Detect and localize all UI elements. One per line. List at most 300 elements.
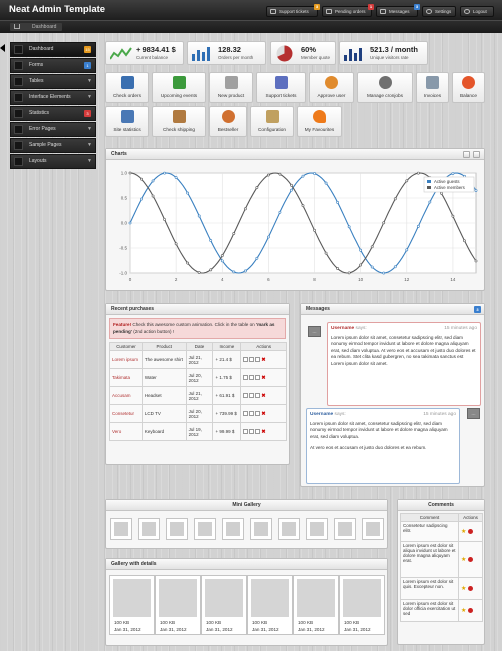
forms-icon <box>14 61 23 70</box>
data-point <box>290 189 292 191</box>
shortcut-support-tickets[interactable]: Support tickets <box>256 72 306 103</box>
star-icon[interactable]: ★ <box>461 529 467 535</box>
data-point <box>337 201 339 203</box>
data-point <box>475 189 477 191</box>
customer-link[interactable]: Takimata <box>110 369 143 387</box>
gallery-item[interactable] <box>339 575 385 635</box>
file-size: 100 KB <box>298 620 314 625</box>
shortcut-approve-user[interactable]: Approve user <box>309 72 354 103</box>
stat-current-balance[interactable] <box>105 41 184 65</box>
data-point <box>394 198 396 200</box>
file-date: Jan 31, 2012 <box>298 627 325 632</box>
table-row <box>110 369 287 387</box>
settings-icon[interactable] <box>463 151 470 158</box>
customer-link[interactable]: Lorem ipsum <box>110 351 143 369</box>
edit-icon[interactable] <box>255 357 260 362</box>
data-point <box>313 229 315 231</box>
message-bubble <box>306 408 460 484</box>
date-cell: Jul 20, 2012 <box>186 369 213 387</box>
forms-badge: 1 <box>84 62 91 69</box>
data-point <box>406 249 408 251</box>
purchases-table <box>109 342 287 441</box>
product-cell: LCD TV <box>142 405 186 423</box>
data-point <box>152 195 154 197</box>
shortcut-bestseller[interactable]: Bestseller <box>209 106 247 137</box>
statistics-badge: 3 <box>84 110 91 117</box>
gallery-thumb[interactable] <box>278 518 300 540</box>
sidebar-item-forms[interactable]: Forms 1 <box>10 58 96 73</box>
line-chart <box>106 161 484 291</box>
chevron-down-icon: ▼ <box>87 142 92 148</box>
view-icon[interactable] <box>243 429 248 434</box>
table-header-row <box>401 514 483 522</box>
data-point <box>140 178 142 180</box>
dashboard-icon <box>14 45 23 54</box>
user-icon <box>325 76 338 89</box>
table-row <box>401 522 483 542</box>
shortcut-check-orders[interactable]: Check orders <box>105 72 149 103</box>
column-header[interactable]: Product <box>142 343 186 351</box>
product-cell: Water <box>142 369 186 387</box>
support-tickets-button[interactable]: Support tickets 3 <box>266 6 318 17</box>
gallery-item[interactable] <box>293 575 339 635</box>
sidebar-item-statistics[interactable]: Statistics 3 <box>10 106 96 121</box>
data-point <box>267 174 269 176</box>
column-header[interactable]: Customer <box>110 343 143 351</box>
stat-label: Member quote <box>301 55 331 60</box>
edit-icon[interactable] <box>255 375 260 380</box>
ribbon-icon <box>222 110 235 123</box>
gallery-item[interactable] <box>155 575 201 635</box>
edit-icon[interactable] <box>255 429 260 434</box>
shortcut-balance[interactable]: Balance <box>452 72 485 103</box>
customer-link[interactable]: Accusam <box>110 387 143 405</box>
messages-badge: 3 <box>415 4 419 9</box>
income-cell: + 1.75 $ <box>213 369 241 387</box>
data-point <box>221 260 223 262</box>
bar-chart-icon <box>344 46 366 61</box>
mark-pending-icon[interactable] <box>249 411 254 416</box>
pie-chart-icon <box>276 45 293 62</box>
shortcut-new-product[interactable]: New product <box>209 72 253 103</box>
gallery-thumb[interactable] <box>306 518 328 540</box>
shortcut-invoices[interactable]: Invoices <box>416 72 449 103</box>
calendar-icon <box>173 76 186 89</box>
shortcut-manage-cronjobs[interactable]: Manage cronjobs <box>357 72 413 103</box>
date-cell: Jul 21, 2012 <box>186 387 213 405</box>
data-point <box>302 175 304 177</box>
message-username[interactable]: Username <box>310 412 334 417</box>
table-row <box>401 600 483 622</box>
file-date: Jan 31, 2012 <box>344 627 371 632</box>
actions-cell <box>241 351 287 369</box>
x-tick-label: 0 <box>128 277 132 282</box>
feature-text: Check this awesome custom animation. Click in the table on <box>132 322 255 327</box>
x-tick-label: 4 <box>221 277 224 282</box>
data-point <box>175 243 177 245</box>
message-meta: Username says: 15 minutes ago <box>310 412 456 417</box>
logout-button[interactable]: Logout <box>460 6 494 17</box>
x-tick-label: 2 <box>174 277 178 282</box>
gear-icon <box>426 9 432 14</box>
message-text: At vero eos et accusam et justo duo dolores et ea rebum. <box>310 445 427 451</box>
delete-icon[interactable]: ✖ <box>261 428 266 435</box>
customer-link[interactable]: Vero <box>110 423 143 441</box>
data-point <box>371 266 373 268</box>
stat-value: 60% <box>301 45 317 54</box>
power-icon <box>464 9 470 14</box>
date-cell: Jul 21, 2012 <box>186 351 213 369</box>
message-bubble <box>327 322 481 406</box>
data-point <box>164 218 166 220</box>
data-point <box>348 226 350 228</box>
data-point <box>129 222 131 224</box>
chevron-down-icon: ▼ <box>87 94 92 100</box>
data-point <box>175 176 177 178</box>
gallery-image <box>113 579 151 617</box>
gallery-image <box>159 579 197 617</box>
mini-gallery-panel <box>105 499 388 549</box>
message-text: Lorem ipsum dolor sit amet, consetetur sadipscing elitr, sed diam nonumy eirmod tempor invidunt ut labore et dolore magna aliquyam erat, sed diam voluptua. <box>310 420 448 439</box>
data-point <box>233 271 235 273</box>
delete-icon[interactable] <box>468 608 473 613</box>
messages-panel <box>300 303 485 487</box>
data-point <box>394 266 396 268</box>
column-header: Comment <box>401 514 459 522</box>
stat-label: Current balance <box>136 55 169 60</box>
support-tickets-badge: 3 <box>315 4 319 9</box>
data-point <box>221 255 223 257</box>
data-point <box>210 269 212 271</box>
y-tick-label: 1.0 <box>120 170 127 176</box>
message-time: 15 minutes ago <box>444 326 477 331</box>
x-tick-label: 8 <box>313 277 316 282</box>
table-row <box>110 423 287 441</box>
gallery-thumb[interactable] <box>110 518 132 540</box>
chart-icon <box>121 110 134 123</box>
stat-value: 128.32 <box>218 45 241 54</box>
shortcut-site-statistics[interactable]: Site statistics <box>105 106 149 137</box>
data-point <box>440 192 442 194</box>
view-icon[interactable] <box>243 375 248 380</box>
data-point <box>129 172 131 174</box>
clock-icon <box>379 76 392 89</box>
wrench-icon <box>266 110 279 123</box>
recent-purchases-header: Recent purchases <box>106 304 289 315</box>
gallery-thumb[interactable] <box>334 518 356 540</box>
table-row <box>401 542 483 578</box>
sidebar <box>10 42 96 170</box>
data-point <box>279 211 281 213</box>
pending-orders-button[interactable]: Pending orders 1 <box>322 6 372 17</box>
data-point <box>406 180 408 182</box>
view-icon[interactable] <box>243 393 248 398</box>
data-point <box>256 186 258 188</box>
delete-icon[interactable] <box>468 586 473 591</box>
breadcrumb[interactable]: Dashboard <box>10 23 62 31</box>
pages-icon <box>14 141 23 150</box>
file-date: Jan 31, 2012 <box>114 627 141 632</box>
data-point <box>337 267 339 269</box>
shortcut-my-favourites[interactable]: My Favourites <box>297 106 342 137</box>
gallery-thumb[interactable] <box>194 518 216 540</box>
support-icon <box>275 76 288 89</box>
actions-cell <box>241 423 287 441</box>
message-meta: Username says: 15 minutes ago <box>331 326 477 331</box>
income-cell: + 21.4 $ <box>213 351 241 369</box>
pending-orders-badge: 1 <box>369 4 373 9</box>
data-point <box>452 172 454 174</box>
column-header[interactable]: Income <box>213 343 241 351</box>
recent-purchases-panel <box>105 303 290 465</box>
gallery-details-header: Gallery with details <box>106 559 387 570</box>
x-tick-label: 10 <box>358 277 364 282</box>
gallery-thumb[interactable] <box>222 518 244 540</box>
gallery-image <box>343 579 381 617</box>
gallery-thumb[interactable] <box>250 518 272 540</box>
chevron-down-icon: ▼ <box>87 78 92 84</box>
feature-bold: 'mark as pending' <box>113 322 275 334</box>
file-size: 100 KB <box>114 620 130 625</box>
gallery-thumb[interactable] <box>362 518 384 540</box>
tables-icon <box>14 77 23 86</box>
messages-header: Messages 3 <box>301 304 484 315</box>
statistics-icon <box>14 109 23 118</box>
legend-swatch <box>427 186 431 189</box>
file-size: 100 KB <box>344 620 360 625</box>
stat-orders-per-month[interactable] <box>187 41 266 65</box>
data-point <box>371 246 373 248</box>
edit-icon[interactable] <box>255 411 260 416</box>
y-tick-label: -1.0 <box>119 270 127 276</box>
income-cell: + 739.99 $ <box>213 405 241 423</box>
shortcut-configuration[interactable]: Configuration <box>250 106 294 137</box>
gallery-item[interactable] <box>247 575 293 635</box>
table-row <box>401 578 483 600</box>
y-tick-label: 0.0 <box>120 220 127 226</box>
data-point <box>360 264 362 266</box>
sidebar-item-sample-pages[interactable]: Sample Pages ▼ <box>10 138 96 153</box>
shortcut-check-shipping[interactable]: Check shipping <box>152 106 206 137</box>
invoice-icon <box>426 76 439 89</box>
heart-icon <box>313 110 326 123</box>
y-tick-label: 0.5 <box>120 195 127 201</box>
layouts-icon <box>14 157 23 166</box>
gallery-item[interactable] <box>109 575 155 635</box>
cart-icon <box>326 9 332 14</box>
sparkline-icon <box>110 47 132 61</box>
gallery-thumb[interactable] <box>166 518 188 540</box>
data-point <box>452 215 454 217</box>
mark-pending-icon[interactable] <box>249 393 254 398</box>
stat-label: Orders per month <box>218 55 254 60</box>
shipping-icon <box>173 110 186 123</box>
table-row <box>110 405 287 423</box>
legend-label: Active guests <box>434 179 460 184</box>
gallery-image <box>297 579 335 617</box>
data-point <box>463 240 465 242</box>
avatar[interactable]: --- <box>308 326 321 337</box>
data-point <box>267 236 269 238</box>
data-point <box>313 172 315 174</box>
data-point <box>417 172 419 174</box>
delete-icon[interactable]: ✖ <box>261 374 266 381</box>
data-point <box>325 182 327 184</box>
file-size: 100 KB <box>160 620 176 625</box>
comments-header: Comments <box>398 500 484 511</box>
date-cell: Jul 20, 2012 <box>186 405 213 423</box>
comment-text: Consetetur sadipscing elitr. <box>401 522 459 542</box>
file-size: 100 KB <box>206 620 222 625</box>
stat-unique-visitors[interactable] <box>339 41 428 65</box>
comment-text: Lorem ipsum est dolor sit dolor officia exercitation ut sed <box>401 600 459 622</box>
avatar[interactable]: --- <box>467 408 480 419</box>
message-text: Lorem ipsum dolor sit amet, consetetur sadipscing elitr, sed diam nonumy eirmod tempor invidunt ut labore et dolore magna aliquyam erat, sed diam voluptua. At vero eos et accusam et justo duo dolores et ea rebum. Stet clita kasd gubergren, no sea takimata sanctus est Lorem ipsum dolor sit amet. <box>331 334 476 366</box>
feature-tail: (2nd action button) ! <box>133 328 175 334</box>
legend-label: Active members <box>434 185 465 190</box>
stat-member-quote[interactable] <box>270 41 336 65</box>
view-icon[interactable] <box>243 411 248 416</box>
top-bar <box>0 0 502 20</box>
delete-icon[interactable]: ✖ <box>261 356 266 363</box>
bar-chart-icon <box>192 46 214 61</box>
sidebar-item-error-pages[interactable]: Error Pages ▼ <box>10 122 96 137</box>
product-cell: Headset <box>142 387 186 405</box>
data-point <box>360 249 362 251</box>
edit-icon[interactable] <box>255 393 260 398</box>
data-point <box>302 205 304 207</box>
app-title: Neat Admin Template <box>9 4 106 15</box>
data-point <box>383 272 385 274</box>
data-point <box>210 239 212 241</box>
comment-text: Lorem ipsum est dolor sit aliqua invidunt ut labore et dolore magna aliquyam erat. <box>401 542 459 578</box>
delete-icon[interactable] <box>468 557 473 562</box>
dashboard-badge: 15 <box>85 47 90 52</box>
column-header: Actions <box>241 343 287 351</box>
piggy-bank-icon <box>462 76 475 89</box>
date-cell: Jul 19, 2012 <box>186 423 213 441</box>
star-icon[interactable]: ★ <box>461 608 467 614</box>
data-point <box>187 262 189 264</box>
sidebar-item-tables[interactable]: Tables ▼ <box>10 74 96 89</box>
stat-value: 521.3 / month <box>370 45 418 54</box>
stat-value: + 9834.41 $ <box>136 45 176 54</box>
message-username[interactable]: Username <box>331 326 355 331</box>
actions-cell <box>241 405 287 423</box>
file-size: 100 KB <box>252 620 268 625</box>
data-point <box>417 225 419 227</box>
data-point <box>256 257 258 259</box>
income-cell: + 99.99 $ <box>213 423 241 441</box>
gallery-image <box>251 579 289 617</box>
data-point <box>279 173 281 175</box>
view-icon[interactable] <box>243 357 248 362</box>
actions-cell <box>241 369 287 387</box>
product-icon <box>225 76 238 89</box>
data-point <box>152 180 154 182</box>
legend-swatch <box>427 180 431 183</box>
feature-notice <box>109 318 286 339</box>
data-point <box>233 232 235 234</box>
data-point <box>348 272 350 274</box>
sidebar-item-layouts[interactable]: Layouts ▼ <box>10 154 96 169</box>
feature-lead: Feature! <box>113 322 132 327</box>
shortcut-upcoming-events[interactable]: Upcoming events <box>152 72 206 103</box>
settings-button[interactable]: Settings <box>422 6 456 17</box>
data-point <box>244 270 246 272</box>
charts-header: Charts <box>106 149 484 160</box>
messages-button[interactable]: Messages 3 <box>376 6 418 17</box>
actions-cell <box>241 387 287 405</box>
table-row <box>110 351 287 369</box>
data-point <box>325 252 327 254</box>
delete-icon[interactable]: ✖ <box>261 392 266 399</box>
home-icon <box>14 24 20 29</box>
column-header: Actions <box>459 514 483 522</box>
gallery-thumb[interactable] <box>138 518 160 540</box>
data-point <box>290 184 292 186</box>
chevron-down-icon: ▼ <box>87 126 92 132</box>
mark-pending-icon[interactable] <box>249 429 254 434</box>
file-date: Jan 31, 2012 <box>160 627 187 632</box>
file-date: Jan 31, 2012 <box>252 627 279 632</box>
mark-pending-icon[interactable] <box>249 357 254 362</box>
data-point <box>198 215 200 217</box>
data-point <box>140 198 142 200</box>
comments-table <box>400 513 483 622</box>
stat-label: Unique visitors rate <box>370 55 409 60</box>
table-row <box>110 387 287 405</box>
y-tick-label: -0.5 <box>119 245 127 251</box>
sidebar-pointer-icon <box>0 44 5 52</box>
income-cell: + 61.91 $ <box>213 387 241 405</box>
table-header-row <box>110 343 287 351</box>
star-icon[interactable]: ★ <box>461 586 467 592</box>
gallery-item[interactable] <box>201 575 247 635</box>
mini-gallery-header: Mini Gallery <box>106 500 387 511</box>
charts-panel <box>105 148 485 291</box>
sidebar-item-interface-elements[interactable]: Interface Elements ▼ <box>10 90 96 105</box>
ticket-icon <box>270 9 276 14</box>
save-icon[interactable] <box>473 151 480 158</box>
file-date: Jan 31, 2012 <box>206 627 233 632</box>
data-point <box>244 208 246 210</box>
sidebar-item-dashboard[interactable]: Dashboard 15 <box>10 42 96 57</box>
data-point <box>187 192 189 194</box>
data-point <box>198 271 200 273</box>
x-tick-label: 14 <box>450 277 456 282</box>
delete-icon[interactable]: ✖ <box>261 410 266 417</box>
mark-pending-icon[interactable] <box>249 375 254 380</box>
mail-icon <box>380 9 386 14</box>
data-point <box>164 172 166 174</box>
star-icon[interactable]: ★ <box>461 557 467 563</box>
column-header[interactable]: Date <box>186 343 213 351</box>
data-point <box>475 260 477 262</box>
message-time: 15 minutes ago <box>423 412 456 417</box>
interface-icon <box>14 93 23 102</box>
customer-link[interactable]: Consetetur <box>110 405 143 423</box>
gallery-image <box>205 579 243 617</box>
breadcrumb-bar <box>0 20 502 33</box>
messages-count-badge: 3 <box>474 306 481 313</box>
comments-panel <box>397 499 485 645</box>
error-icon <box>14 125 23 134</box>
delete-icon[interactable] <box>468 529 473 534</box>
x-tick-label: 12 <box>404 277 410 282</box>
x-tick-label: 6 <box>267 277 270 282</box>
product-cell: The awesome shirt <box>142 351 186 369</box>
